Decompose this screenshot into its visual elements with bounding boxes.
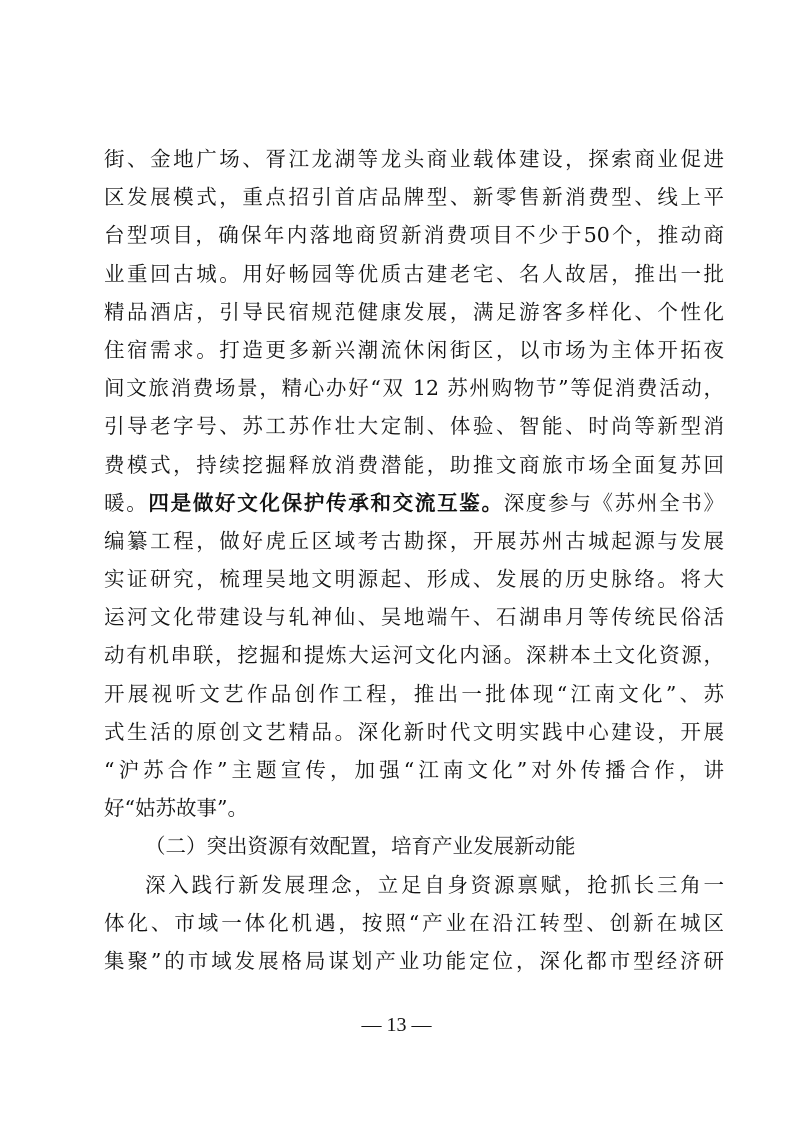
text-line: 动有机串联，挖掘和提炼大运河文化内涵。深耕本土文化资源， [104, 643, 724, 668]
text-line: 集聚”的市域发展格局谋划产业功能定位，深化都市型经济研 [104, 948, 724, 973]
text-line-with-bold [104, 484, 724, 522]
text-line: 精品酒店，引导民宿规范健康发展，满足游客多样化、个性化 [104, 299, 724, 324]
text-line: “沪苏合作”主题宣传，加强“江南文化”对外传播合作，讲 [104, 758, 724, 782]
text-line: 好“姑苏故事”。 [104, 796, 248, 821]
text-segment: 深度参与《苏州全书》 [503, 490, 725, 515]
text-line: 体化、市域一体化机遇，按照“产业在沿江转型、创新在城区 [104, 910, 724, 935]
text-line: 费模式，持续挖掘释放消费潜能，助推文商旅市场全面复苏回 [104, 452, 724, 477]
section-heading: （二）突出资源有效配置，培育产业发展新动能 [145, 834, 576, 859]
text-line: 式生活的原创文艺精品。深化新时代文明实践中心建设，开展 [104, 719, 724, 744]
text-segment: 暖。 [104, 490, 149, 515]
text-line: 开展视听文艺作品创作工程，推出一批体现“江南文化”、苏 [104, 681, 724, 706]
text-line: 运河文化带建设与轧神仙、吴地端午、石湖串月等传统民俗活 [104, 605, 724, 630]
text-line: 住宿需求。打造更多新兴潮流休闲街区，以市场为主体开拓夜 [104, 337, 724, 362]
text-line: 编纂工程，做好虎丘区域考古勘探，开展苏州古城起源与发展 [104, 528, 724, 553]
text-line: 台型项目，确保年内落地商贸新消费项目不少于50个，推动商 [104, 223, 724, 248]
text-line: 深入践行新发展理念，立足自身资源禀赋，抢抓长三角一 [145, 872, 724, 897]
text-line: 街、金地广场、胥江龙湖等龙头商业载体建设，探索商业促进 [104, 147, 724, 171]
text-line: 业重回古城。用好畅园等优质古建老宅、名人故居，推出一批 [104, 261, 724, 286]
text-line: 引导老字号、苏工苏作壮大定制、体验、智能、时尚等新型消 [104, 414, 724, 439]
text-line: 间文旅消费场景，精心办好“双 12 苏州购物节”等促消费活动， [104, 376, 724, 401]
body-text [104, 140, 724, 980]
text-line: 实证研究，梳理吴地文明源起、形成、发展的历史脉络。将大 [104, 567, 724, 592]
page-number: — 13 — [361, 1014, 432, 1036]
bold-subheading: 四是做好文化保护传承和交流互鉴。 [148, 490, 504, 515]
text-line: 区发展模式，重点招引首店品牌型、新零售新消费型、线上平 [104, 185, 724, 210]
